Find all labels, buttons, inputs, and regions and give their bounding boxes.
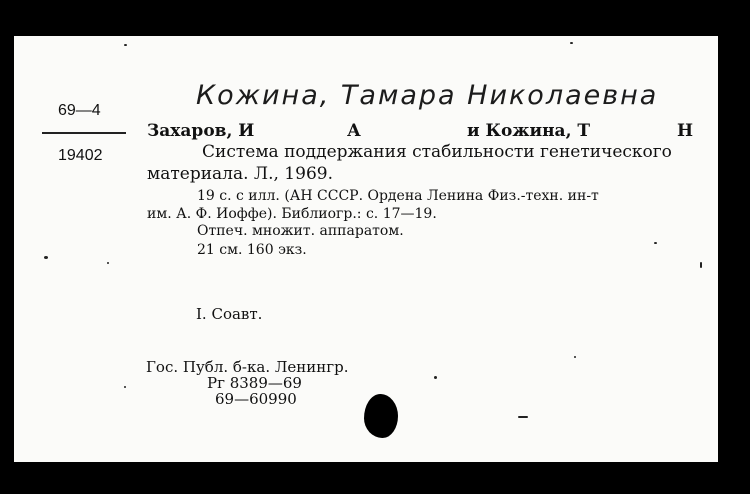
speck (434, 376, 437, 379)
speck (570, 42, 573, 44)
library-code: Рг 8389—69 (207, 374, 302, 392)
coauthor-tracing: I. Соавт. (196, 305, 263, 323)
title-line-1: Система поддержания стабильности генетического (202, 142, 672, 162)
call-number-divider (42, 132, 126, 134)
accession-number: 69—60990 (215, 390, 297, 408)
series-note-line: им. А. Ф. Иоффе). Библиогр.: с. 17—19. (147, 206, 437, 222)
speck (107, 262, 109, 264)
author-1-patronymic-initial: А (347, 121, 361, 141)
call-number-bottom: 19402 (58, 147, 103, 164)
speck (654, 242, 657, 244)
collation-line: 19 с. с илл. (АН СССР. Ордена Ленина Физ.-техн. ин-т (197, 188, 599, 204)
speck (124, 44, 127, 46)
handwritten-author-name: Кожина, Тамара Николаевна (196, 80, 659, 111)
title-line-2: материала. Л., 1969. (147, 164, 333, 184)
reproduction-note: Отпеч. множит. аппаратом. (197, 223, 404, 239)
size-and-copies: 21 см. 160 экз. (197, 242, 307, 258)
author-2: и Кожина, Т (467, 121, 591, 141)
speck (124, 386, 126, 388)
call-number-top: 69—4 (58, 102, 101, 119)
catalog-card (14, 36, 718, 462)
author-1: Захаров, И (147, 121, 255, 141)
speck (44, 256, 48, 259)
ink-blot (364, 394, 398, 438)
speck (574, 356, 576, 358)
library-name: Гос. Публ. б-ка. Ленингр. (146, 358, 349, 376)
speck (700, 262, 702, 268)
author-2-patronymic-initial: Н (677, 121, 694, 141)
speck (518, 416, 528, 418)
